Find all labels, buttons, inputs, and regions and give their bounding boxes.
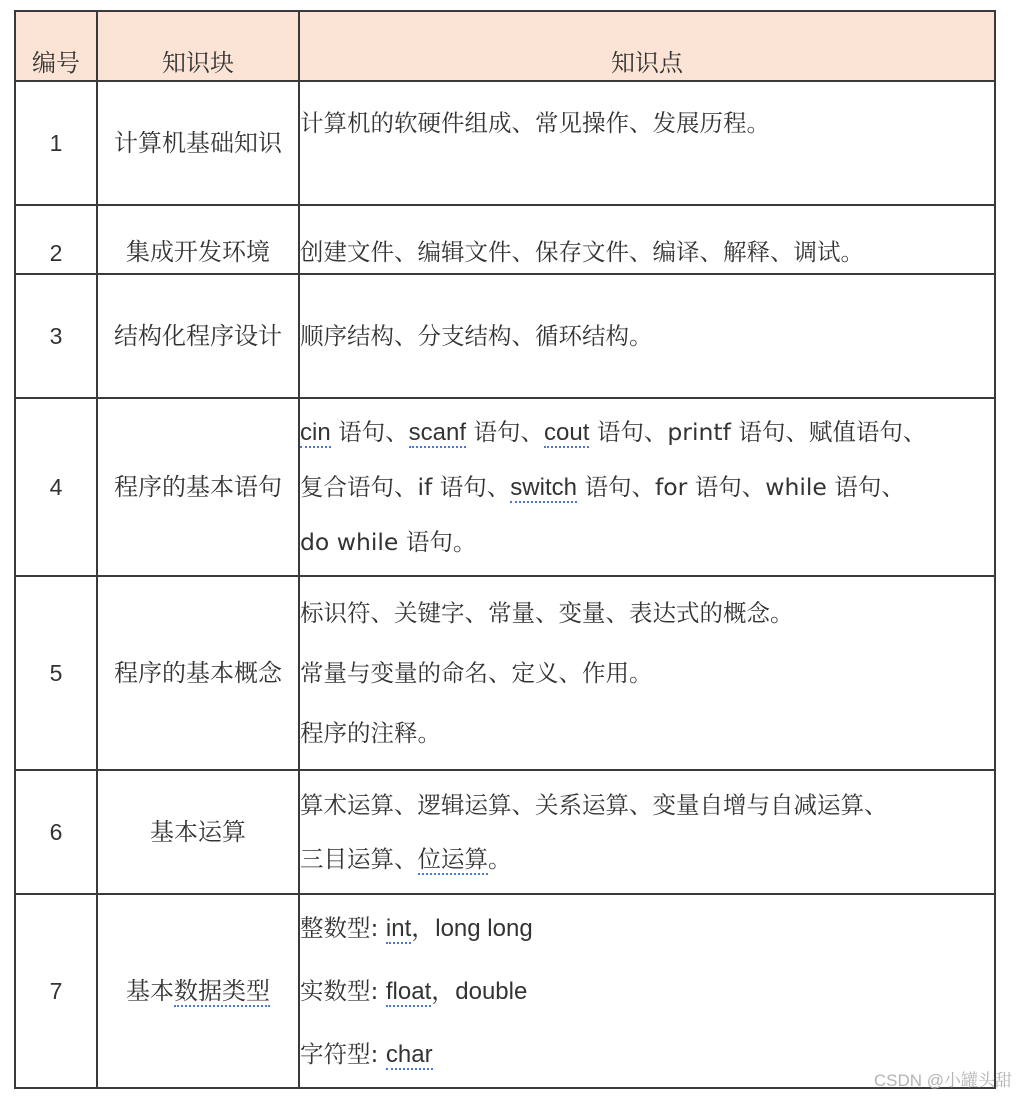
row-number: 1 bbox=[15, 81, 97, 205]
points-line: 实数型: float，double bbox=[300, 976, 528, 1005]
knowledge-block: 基本数据类型 bbox=[97, 894, 299, 1088]
row-number: 3 bbox=[15, 274, 97, 398]
row-number: 6 bbox=[15, 770, 97, 894]
header-points: 知识点 bbox=[299, 11, 995, 81]
knowledge-block: 程序的基本语句 bbox=[97, 398, 299, 576]
header-block: 知识块 bbox=[97, 11, 299, 81]
points-line: do while 语句。 bbox=[300, 528, 477, 556]
knowledge-points: 计算机的软硬件组成、常见操作、发展历程。 bbox=[299, 81, 995, 205]
knowledge-points bbox=[299, 576, 995, 770]
points-line: 三目运算、位运算。 bbox=[300, 845, 512, 873]
table-row bbox=[15, 770, 995, 894]
row-number: 5 bbox=[15, 576, 97, 770]
points-line: 程序的注释。 bbox=[300, 719, 441, 747]
points-line: 常量与变量的命名、定义、作用。 bbox=[300, 659, 653, 687]
table-row bbox=[15, 274, 995, 398]
knowledge-points bbox=[299, 894, 995, 1088]
knowledge-block: 计算机基础知识 bbox=[97, 81, 299, 205]
knowledge-block: 结构化程序设计 bbox=[97, 274, 299, 398]
table-row bbox=[15, 576, 995, 770]
points-line: 标识符、关键字、常量、变量、表达式的概念。 bbox=[300, 599, 794, 627]
header-num: 编号 bbox=[15, 11, 97, 81]
watermark: CSDN @小罐头甜 bbox=[873, 1071, 1012, 1090]
knowledge-block: 基本运算 bbox=[97, 770, 299, 894]
table-row bbox=[15, 398, 995, 576]
table-row bbox=[15, 81, 995, 205]
row-number: 7 bbox=[15, 894, 97, 1088]
points-line: 算术运算、逻辑运算、关系运算、变量自增与自减运算、 bbox=[300, 791, 888, 819]
knowledge-points: 创建文件、编辑文件、保存文件、编译、解释、调试。 bbox=[299, 205, 995, 274]
knowledge-block: 集成开发环境 bbox=[97, 205, 299, 274]
points-line: 字符型: char bbox=[300, 1039, 433, 1068]
points-line: 整数型: int，long long bbox=[300, 913, 533, 942]
row-number: 4 bbox=[15, 398, 97, 576]
table-row bbox=[15, 205, 995, 274]
table-row bbox=[15, 894, 995, 1088]
knowledge-points: 顺序结构、分支结构、循环结构。 bbox=[299, 274, 995, 398]
row-number: 2 bbox=[15, 205, 97, 274]
knowledge-points bbox=[299, 398, 995, 576]
knowledge-block: 程序的基本概念 bbox=[97, 576, 299, 770]
points-line: cin 语句、scanf 语句、cout 语句、printf 语句、赋值语句、 bbox=[300, 418, 927, 446]
points-line: 复合语句、if 语句、switch 语句、for 语句、while 语句、 bbox=[300, 473, 905, 501]
table-header-row bbox=[15, 11, 995, 81]
knowledge-points bbox=[299, 770, 995, 894]
knowledge-table bbox=[14, 10, 996, 1089]
